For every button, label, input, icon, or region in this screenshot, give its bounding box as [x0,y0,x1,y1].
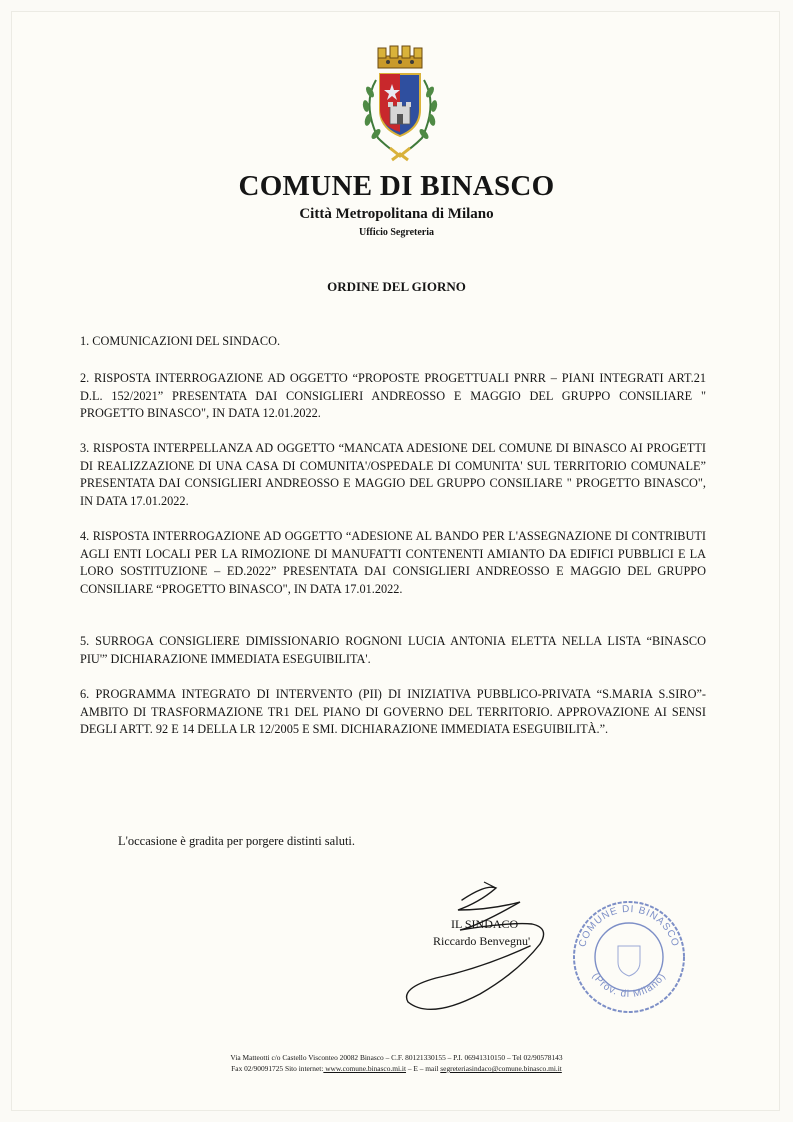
agenda-item-5: 5. SURROGA CONSIGLIERE DIMISSIONARIO ROGNONI LUCIA ANTONIA ELETTA NELLA LISTA “BINASCO PIU'” DICHIARAZIONE IMMEDIATA ESEGUIBILITA'. [80,634,706,666]
closing-salutation: L'occasione è gradita per porgere distinti saluti. [118,834,356,848]
handwritten-signature-icon [400,880,580,1025]
agenda-item-4: 4. RISPOSTA INTERROGAZIONE AD OGGETTO “ADESIONE AL BANDO PER L'ASSEGNAZIONE DI CONTRIBUTI AGLI ENTI LOCALI PER LA RIMOZIONE DI MANUFATTI CONTENENTI AMIANTO DA EDIFICI PUBBLICI E LA LORO SOSTITUZIONE – ED.2022” PRESENTATA DAI CONSIGLIERI ANDREOSSO E MAGGIO DEL GRUPPO CONSILIARE “PROGETTO BINASCO", IN DATA 17.01.2022. [80,529,706,596]
footer-contacts [0,1064,793,1074]
municipality-title: COMUNE DI BINASCO [238,170,555,202]
official-stamp-icon [570,898,688,1016]
signatory-title: IL SINDACO [451,917,519,931]
office-name: Ufficio Segreteria [358,227,435,238]
signatory-name: Riccardo Benvegnu' [433,934,531,948]
agenda-item-1: 1. COMUNICAZIONI DEL SINDACO. [80,334,281,348]
agenda-heading: ORDINE DEL GIORNO [327,279,466,294]
website-link[interactable]: www.comune.binasco.mi.it [323,1064,407,1073]
footer-address: Via Matteotti c/o Castello Visconteo 20082 Binasco – C.F. 80121330155 – P.I. 06941310150 – Tel 02/90578143 [230,1053,563,1062]
municipality-subtitle: Città Metropolitana di Milano [299,206,494,222]
agenda-item-6: 6. PROGRAMMA INTEGRATO DI INTERVENTO (PII) DI INIZIATIVA PUBBLICO-PRIVATA “S.MARIA S.SIRO”- AMBITO DI TRASFORMAZIONE TR1 DEL PIANO DI GOVERNO DEL TERRITORIO. APPROVAZIONE AI SENSI DEGLI ARTT. 92 E 14 DELLA LR 12/2005 E SMI. DICHIARAZIONE IMMEDIATA ESEGUIBILITÀ.”. [80,687,706,737]
footer-separator: – E – mail [406,1064,441,1073]
municipal-crest-icon [348,44,452,168]
svg-text:(Prov. di Milano): (Prov. di Milano) [589,971,669,1000]
footer-fax: Fax 02/90091725 Sito internet: [231,1064,324,1073]
email-link[interactable]: segreteriasindaco@comune.binasco.mi.it [440,1064,562,1073]
agenda-item-3: 3. RISPOSTA INTERPELLANZA AD OGGETTO “MANCATA ADESIONE DEL COMUNE DI BINASCO AI PROGETTI DI REALIZZAZIONE DI UNA CASA DI COMUNITA'/OSPEDALE DI COMUNITA' SUL TERRITORIO COMUNALE” PRESENTATA DAI CONSIGLIERI ANDREOSSO E MAGGIO DEL GRUPPO CONSILIARE " PROGETTO BINASCO", IN DATA 17.01.2022. [80,441,706,508]
agenda-item-2: 2. RISPOSTA INTERROGAZIONE AD OGGETTO “PROPOSTE PROGETTUALI PNRR – PIANI INTEGRATI ART.21 D.L. 152/2021” PRESENTATA DAI CONSIGLIERI ANDREOSSO E MAGGIO DEL GRUPPO CONSILIARE " PROGETTO BINASCO", IN DATA 12.01.2022. [80,371,706,421]
svg-text:COMUNE DI BINASCO: COMUNE DI BINASCO [577,903,681,949]
